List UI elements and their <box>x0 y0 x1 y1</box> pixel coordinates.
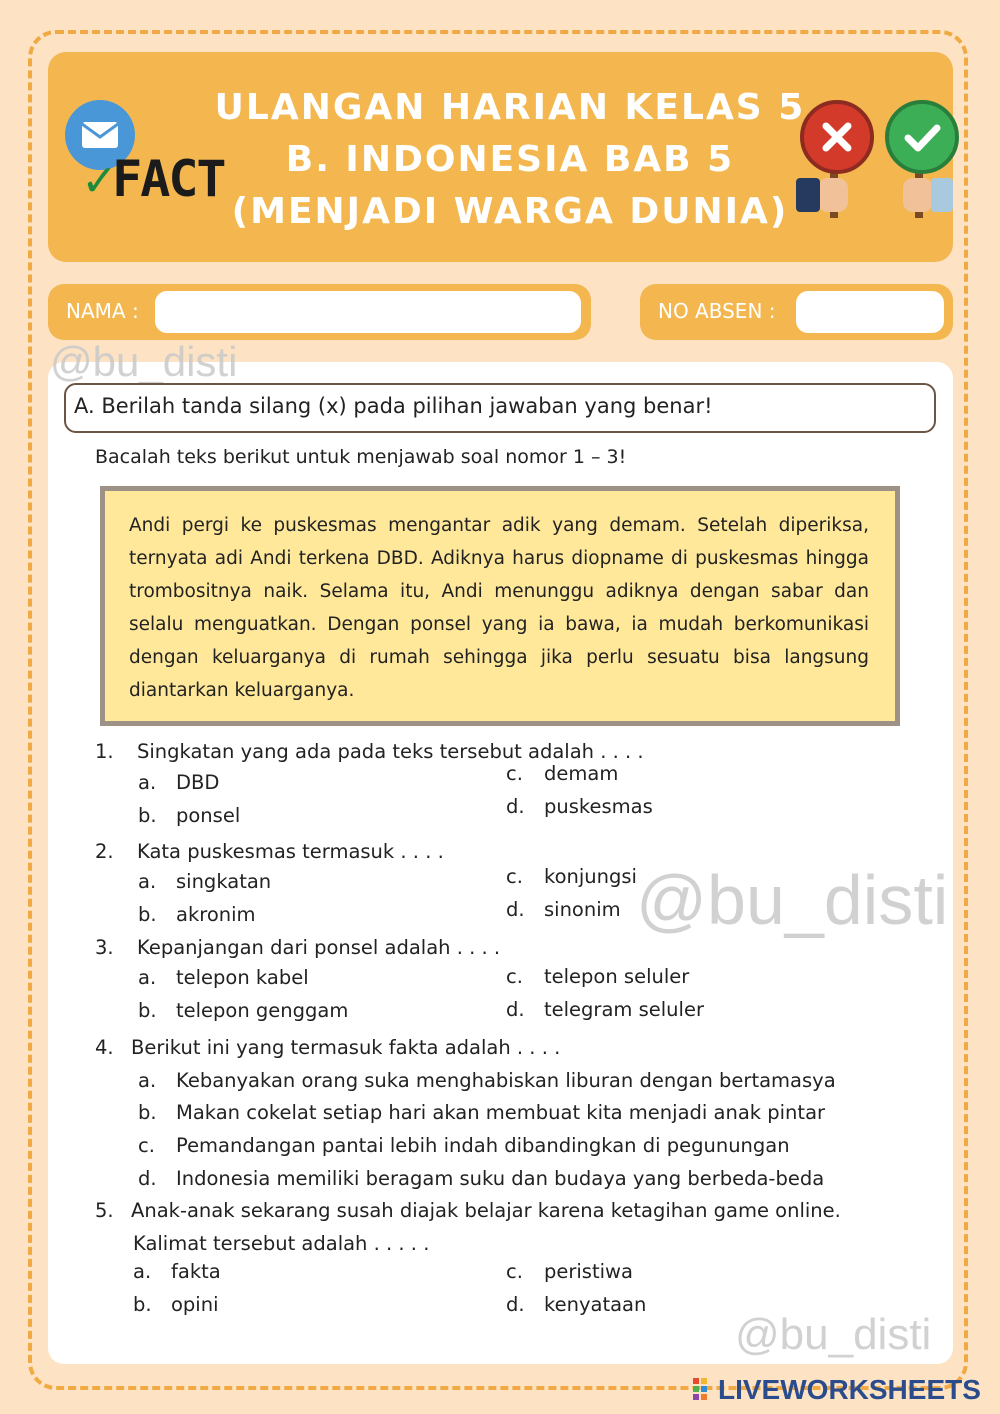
option-1a[interactable]: a. DBD <box>138 771 220 794</box>
option-5b[interactable]: b. opini <box>133 1293 219 1316</box>
option-4d[interactable]: d. Indonesia memiliki beragam suku dan budaya yang berbeda-beda <box>138 1167 825 1190</box>
option-4b[interactable]: b. Makan cokelat setiap hari akan membuat kita menjadi anak pintar <box>138 1101 826 1124</box>
correct-sign-icon <box>885 100 959 174</box>
absen-input[interactable] <box>796 291 944 333</box>
option-3a[interactable]: a. telepon kabel <box>138 966 309 989</box>
question-1 <box>95 740 644 763</box>
question-number: 4. <box>95 1036 114 1059</box>
hand-icon <box>818 178 848 212</box>
name-label: NAMA : <box>66 299 139 323</box>
reading-passage: Andi pergi ke puskesmas mengantar adik yang demam. Setelah diperiksa, ternyata adi Andi terkena DBD. Adiknya harus diopname di puskesmas hingga trombositnya naik. Selama itu, Andi menunggu adiknya dengan sabar dan selalu menguatkan. Dengan ponsel yang ia bawa, ia mudah berkomunikasi dengan keluarganya di rumah sehingga jika perlu sesuatu bisa langsung diantarkan keluarganya. <box>100 486 900 726</box>
title-line-3: (MENJADI WARGA DUNIA) <box>231 191 789 232</box>
option-3d[interactable]: d. telegram seluler <box>506 998 704 1021</box>
option-2b[interactable]: b. akronim <box>138 903 256 926</box>
option-5c[interactable]: c. peristiwa <box>506 1260 633 1283</box>
question-number: 1. <box>95 740 114 763</box>
name-input[interactable] <box>155 291 581 333</box>
watermark: @bu_disti <box>735 1310 932 1359</box>
section-instruction: A. Berilah tanda silang (x) pada pilihan jawaban yang benar! <box>64 383 936 433</box>
sleeve-icon <box>796 178 820 212</box>
liveworksheets-logo-icon <box>693 1378 715 1402</box>
question-5 <box>95 1199 841 1222</box>
question-2 <box>95 840 444 863</box>
option-3c[interactable]: c. telepon seluler <box>506 965 690 988</box>
option-5a[interactable]: a. fakta <box>133 1260 221 1283</box>
option-1b[interactable]: b. ponsel <box>138 804 241 827</box>
question-number: 5. <box>95 1199 114 1222</box>
option-2d[interactable]: d. sinonim <box>506 898 621 921</box>
footer-brand[interactable]: LIVEWORKSHEETS <box>718 1374 981 1405</box>
read-note: Bacalah teks berikut untuk menjawab soal nomor 1 – 3! <box>95 446 627 468</box>
question-5-line-2: Kalimat tersebut adalah . . . . . <box>133 1232 430 1255</box>
question-text: Kata puskesmas termasuk . . . . <box>137 840 444 863</box>
question-3 <box>95 936 500 959</box>
hand-icon <box>903 178 933 212</box>
question-text: Singkatan yang ada pada teks tersebut adalah . . . . <box>137 740 644 763</box>
option-3b[interactable]: b. telepon genggam <box>138 999 349 1022</box>
question-text: Anak-anak sekarang susah diajak belajar karena ketagihan game online. <box>131 1199 841 1222</box>
check-icon: ✓ <box>84 150 113 208</box>
question-text: Kepanjangan dari ponsel adalah . . . . <box>137 936 501 959</box>
option-2c[interactable]: c. konjungsi <box>506 865 637 888</box>
question-text: Berikut ini yang termasuk fakta adalah . . . . <box>131 1036 561 1059</box>
question-4 <box>95 1036 560 1059</box>
watermark: @bu_disti <box>50 338 238 385</box>
wrong-sign-icon <box>800 100 874 174</box>
title-line-1: ULANGAN HARIAN KELAS 5 <box>214 87 806 128</box>
absen-label: NO ABSEN : <box>658 299 776 323</box>
page-title <box>210 82 810 238</box>
option-4a[interactable]: a. Kebanyakan orang suka menghabiskan liburan dengan bertamasya <box>138 1069 836 1092</box>
option-1c[interactable]: c. demam <box>506 762 619 785</box>
watermark: @bu_disti <box>636 861 949 939</box>
question-number: 3. <box>95 936 114 959</box>
option-2a[interactable]: a. singkatan <box>138 870 272 893</box>
fact-logo: ✓FACT <box>84 150 225 208</box>
option-4c[interactable]: c. Pemandangan pantai lebih indah dibandingkan di pegunungan <box>138 1134 790 1157</box>
title-line-2: B. INDONESIA BAB 5 <box>285 139 735 180</box>
option-5d[interactable]: d. kenyataan <box>506 1293 647 1316</box>
sleeve-icon <box>931 178 953 212</box>
question-number: 2. <box>95 840 114 863</box>
option-1d[interactable]: d. puskesmas <box>506 795 653 818</box>
